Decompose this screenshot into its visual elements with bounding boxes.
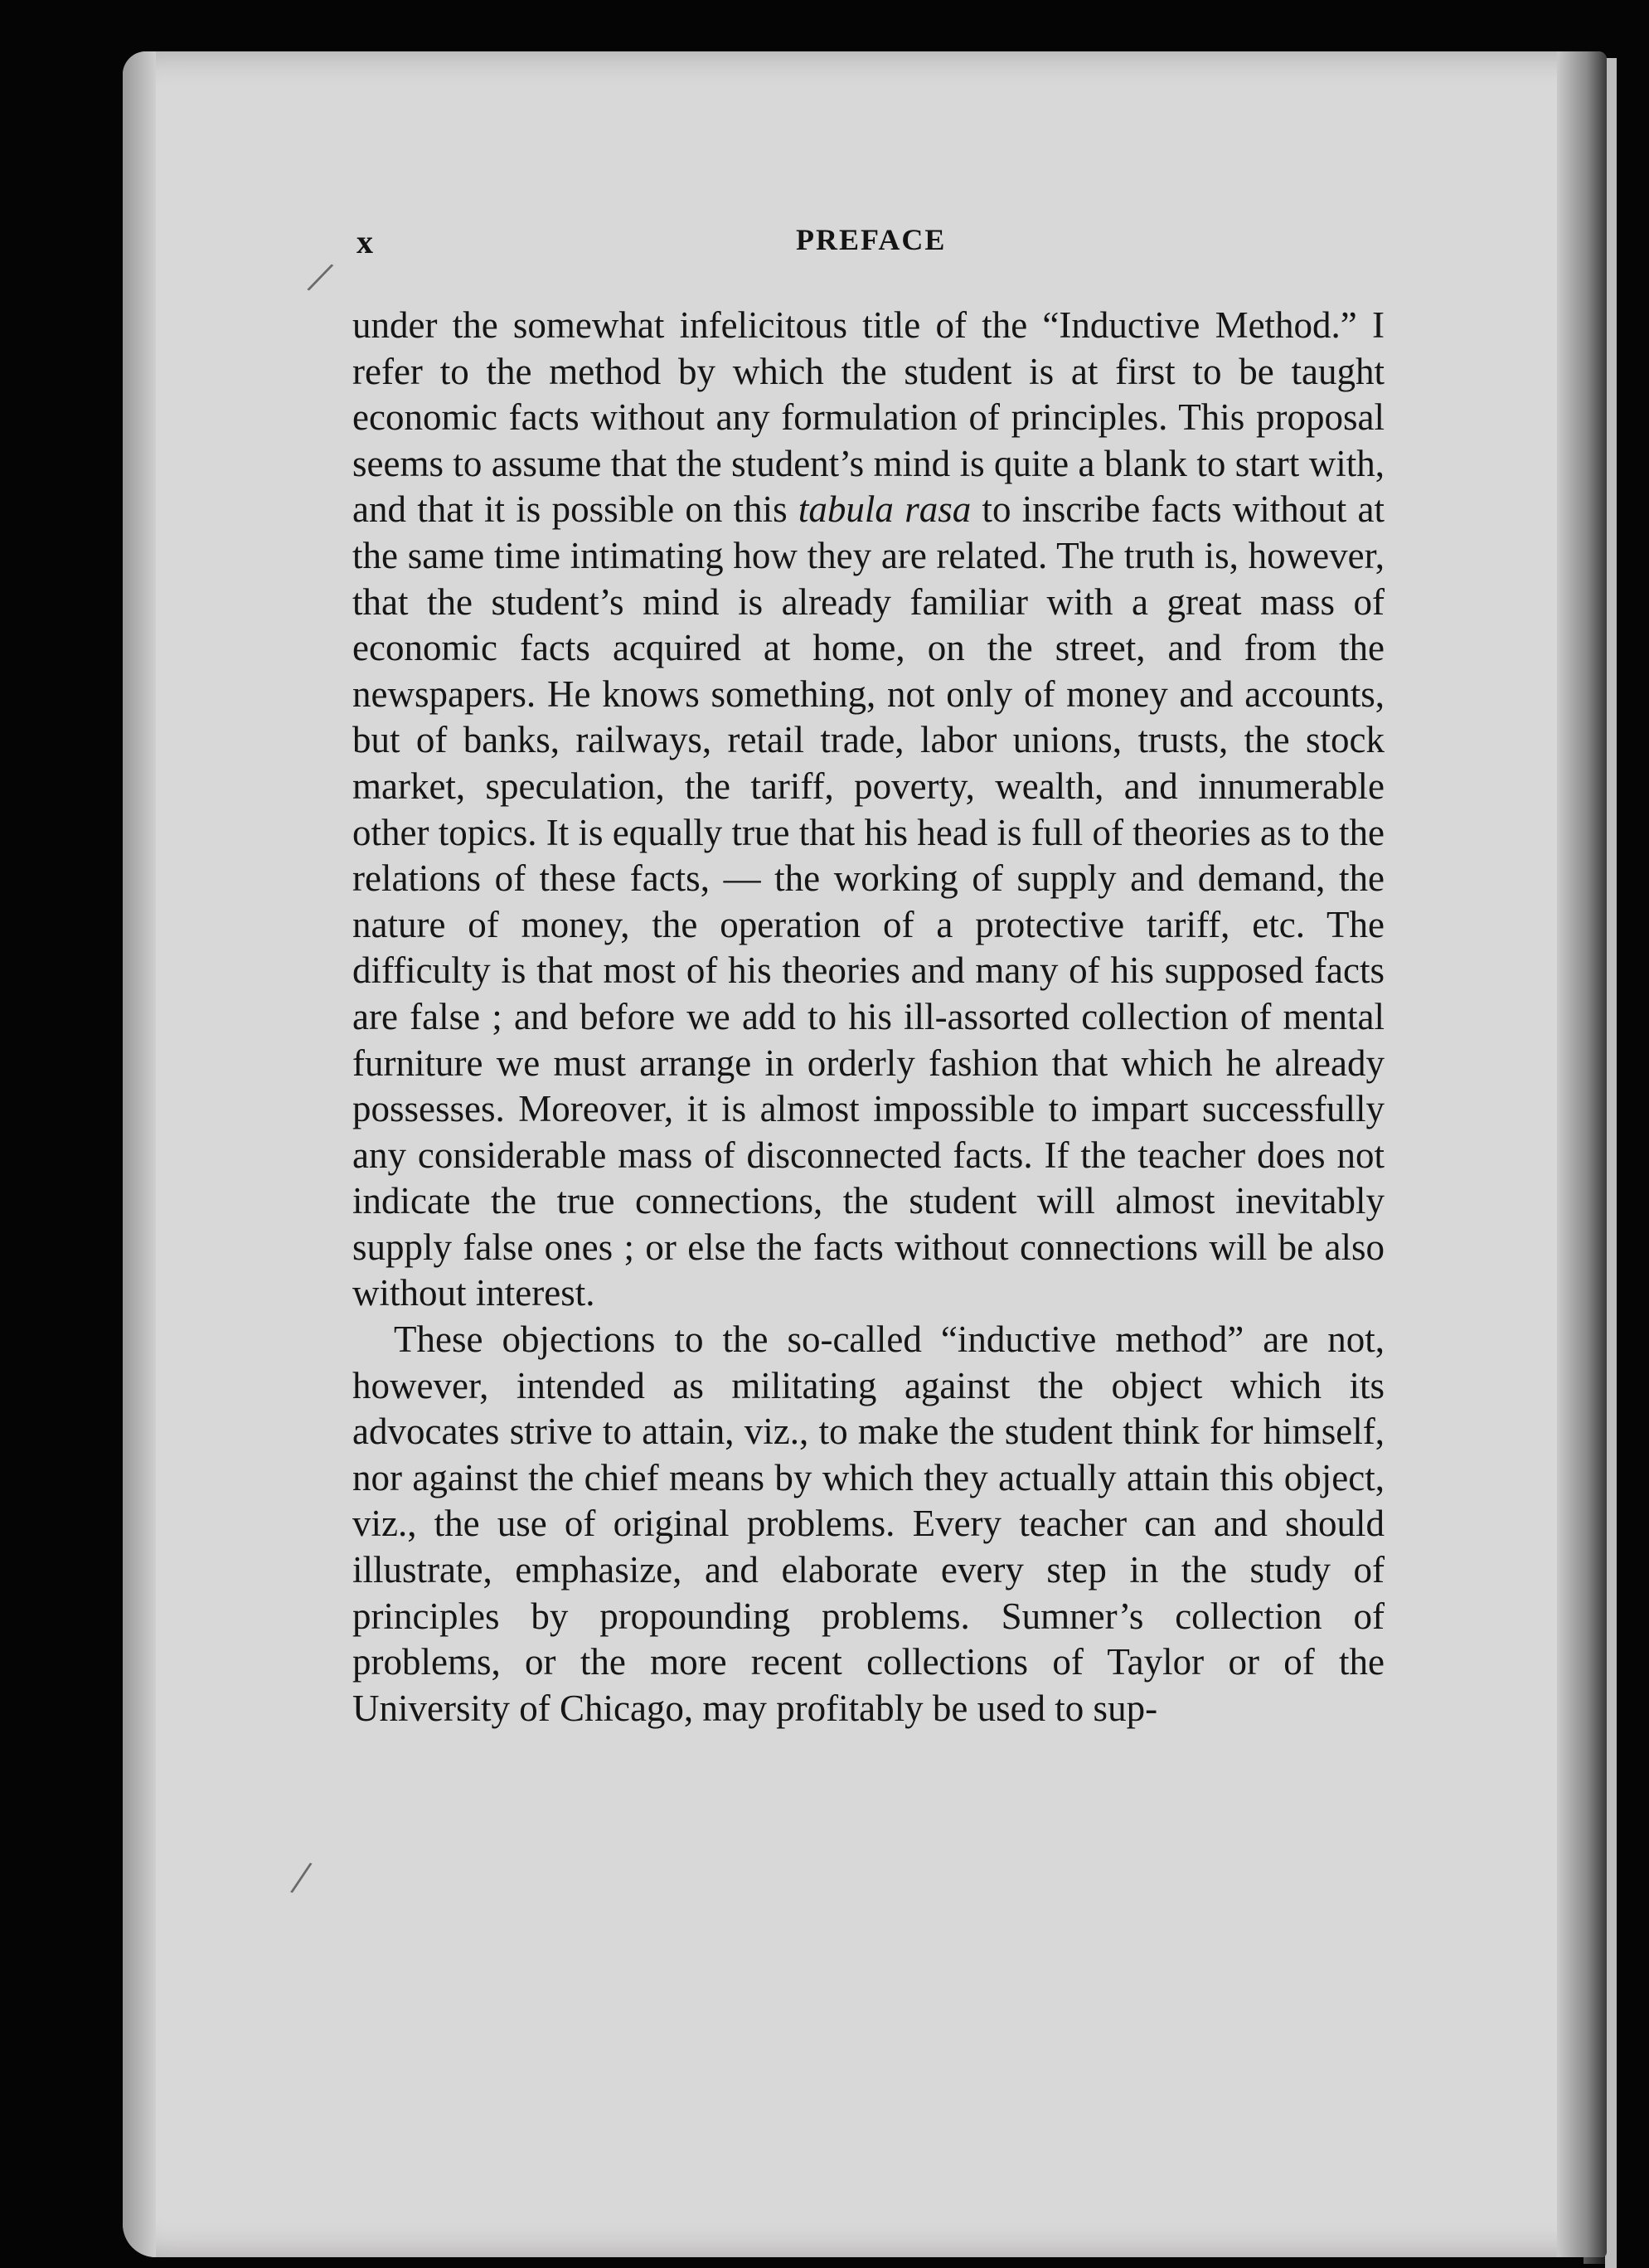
paragraph-2: These objections to the so-called “inductive method” are not, however, intended as militating against the object which its advocates strive to attain, viz., to make the student think for himself, nor against the chief means by which they actually attain this object, viz., the use of original problems. Every teacher can and should illustrate, emphasize, and elaborate every step in the study of principles by propounding problems. Sumner’s collection of problems, or the more recent collections of Taylor or of the University of Chicago, may profitably be used to sup- [352,1319,1385,1729]
book-edge [1605,58,1617,2268]
paragraph-1-italic-phrase: tabula rasa [798,488,972,531]
running-head [356,222,1393,264]
body-text [352,303,1385,1731]
paragraph-1-text-b: to inscribe facts without at the same time intimating how they are related. The truth is, however, that the student’s mind is already familiar with a great mass of economic facts acquired at home, on the street, and from the newspapers. He knows something, not only of money and accounts, but of banks, railways, retail trade, labor unions, trusts, the stock market, speculation, the tariff, poverty, wealth, and innumerable other topics. It is equally true that his head is full of theories as to the relations of these facts, — the working of supply and demand, the nature of money, the operation of a protective tariff, etc. The difficulty is that most of his theories and many of his supposed facts are false ; and before we add to his ill-assorted collection of mental furniture we must arrange in orderly fashion that which he already possesses. Moreover, it is almost impossible to impart successfully any considerable mass of disconnected facts. If the teacher does not indicate the true connections, the student will almost inevitably supply false ones ; or else the facts without connections will be also without interest. [352,488,1385,1314]
page-left-shadow [123,51,156,2257]
pencil-mark: / [287,1848,316,1906]
page-right-shadow [1557,51,1607,2257]
paragraph-1-text-a: under the somewhat infelicitous title of the “Inductive Method.” I refer to the method by which the student is at first to be taught economic facts without any formulation of principles. This proposal seems to assume that the student’s mind is quite a blank to start with, and that it is possible on this [352,304,1385,531]
page-number: x [356,223,374,260]
paragraph-1 [352,303,1385,1317]
running-head-title: PREFACE [796,223,947,256]
pencil-mark: / [303,249,339,305]
